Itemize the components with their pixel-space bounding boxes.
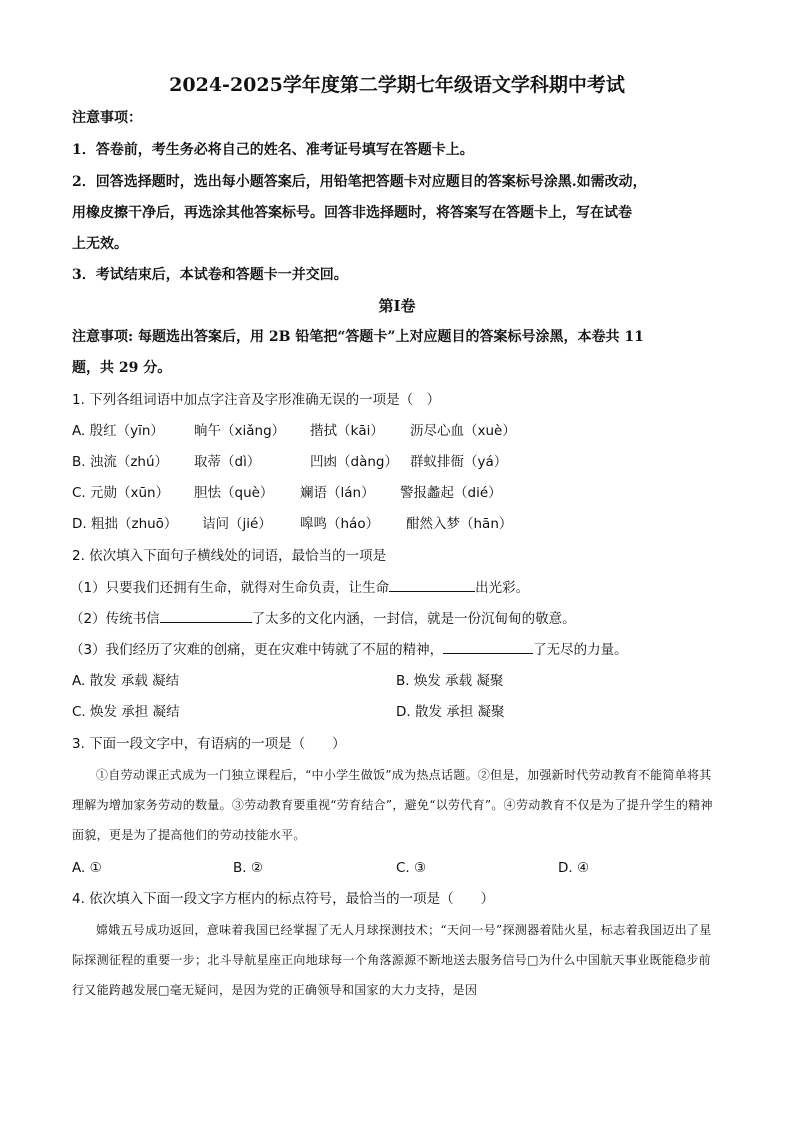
q2-s1-pre: （1）只要我们还拥有生命，就得对生命负责，让生命 — [70, 580, 390, 596]
q1-d-word-1: D. 粗拙（zhuō） — [72, 516, 178, 532]
q1-option-b — [72, 452, 507, 472]
q3-option-b: B. ② — [233, 860, 263, 876]
q1-b-word-4: 群蚁排衙（yá） — [410, 454, 508, 470]
exam-title: 2024-2025学年度第二学期七年级语文学科期中考试 — [169, 74, 625, 96]
q1-c-word-4: 警报蠡起（dié） — [400, 485, 502, 501]
q1-d-word-3: 嗥鸣（háo） — [300, 516, 380, 532]
q1-c-word-2: 胆怯（què） — [194, 485, 274, 501]
section-notice-line-1: 注意事项: 每题选出答案后，用 2B 铅笔把“答题卡”上对应题目的答案标号涂黑，本卷共 11 — [72, 329, 644, 345]
q2-option-a: A. 散发 承载 凝结 — [72, 673, 180, 689]
notice-item-1: 1．答卷前，考生务必将自己的姓名、准考证号填写在答题卡上。 — [72, 142, 474, 158]
notice-item-2-line-2: 用橡皮擦干净后，再选涂其他答案标号。回答非选择题时，将答案写在答题卡上，写在试卷 — [72, 205, 632, 221]
q2-sentence-3 — [70, 639, 628, 660]
q1-b-word-3: 凹凼（dàng） — [310, 454, 398, 470]
section-notice-line-2: 题，共 29 分。 — [72, 360, 172, 376]
section-title: 第Ⅰ卷 — [378, 297, 416, 315]
q1-b-word-2: 取蒂（dì） — [194, 454, 261, 470]
notice-item-2-line-3: 上无效。 — [72, 236, 128, 252]
q1-c-word-3: 斓语（lán） — [300, 485, 375, 501]
q1-stem: 1. 下列各组词语中加点字注音及字形准确无误的一项是（ ） — [72, 392, 441, 408]
q2-sentence-1 — [70, 577, 529, 598]
q2-sentence-2 — [70, 608, 576, 629]
q1-d-word-2: 诘问（jié） — [202, 516, 272, 532]
notice-item-3: 3．考试结束后，本试卷和答题卡一并交回。 — [72, 267, 348, 283]
q1-option-a — [72, 421, 516, 441]
q1-option-d — [72, 514, 512, 534]
q1-a-word-3: 揩拭（kāi） — [310, 423, 384, 439]
q3-passage: ①自劳动课正式成为一门独立课程后，“中小学生做饭”成为热点话题。②但是，加强新时代劳动教育不能简单将其理解为增加家务劳动的数量。③劳动教育要重视“劳育结合”，避免“以劳代育”。④劳动教育不仅是为了提升学生的精神面貌，更是为了提高他们的劳动技能水平。 — [72, 768, 713, 842]
q2-s3-pre: （3）我们经历了灾难的创痛，更在灾难中铸就了不屈的精神， — [70, 642, 444, 658]
q1-b-word-1: B. 浊流（zhú） — [72, 454, 169, 470]
q2-s1-post: 出光彩。 — [475, 580, 530, 596]
q1-a-word-4: 沥尽心血（xuè） — [410, 423, 516, 439]
notice-heading: 注意事项： — [72, 110, 142, 126]
q1-c-word-1: C. 元勋（xūn） — [72, 485, 170, 501]
q4-stem: 4. 依次填入下面一段文字方框内的标点符号，最恰当的一项是（ ） — [72, 891, 495, 907]
q2-s2-blank — [160, 608, 252, 623]
q1-d-word-4: 酣然入梦（hān） — [406, 516, 513, 532]
q1-option-c — [72, 483, 502, 503]
q2-s3-blank — [443, 639, 533, 654]
q2-option-c: C. 焕发 承担 凝结 — [72, 704, 180, 720]
q3-option-c: C. ③ — [396, 860, 427, 876]
q3-stem: 3. 下面一段文字中，有语病的一项是（ ） — [72, 736, 346, 752]
notice-item-2-line-1: 2．回答选择题时，选出每小题答案后，用铅笔把答题卡对应题目的答案标号涂黑.如需改动， — [72, 174, 647, 190]
q2-s3-post: 了无尽的力量。 — [533, 642, 628, 658]
q4-passage: 嫦娥五号成功返回，意味着我国已经掌握了无人月球探测技术；“天问一号”探测器着陆火星，标志着我国迈出了星际探测征程的重要一步；北斗导航星座正向地球每一个角落源源不断地送去服务信号□为什么中国航天事业既能稳步前行又能跨越发展□毫无疑问，是因为党的正确领导和国家的大力支持，是因 — [72, 923, 712, 997]
q2-option-b: B. 焕发 承载 凝聚 — [396, 673, 504, 689]
q2-option-d: D. 散发 承担 凝聚 — [396, 704, 505, 720]
q3-option-a: A. ① — [72, 860, 102, 876]
q2-s1-blank — [389, 577, 475, 592]
q2-stem: 2. 依次填入下面句子横线处的词语，最恰当的一项是 — [72, 548, 387, 564]
q2-s2-pre: （2）传统书信 — [70, 611, 160, 627]
q1-a-word-2: 晌午（xiǎng） — [194, 423, 286, 439]
q1-a-word-1: A. 殷红（yīn） — [72, 423, 164, 439]
q2-s2-post: 了太多的文化内涵，一封信，就是一份沉甸甸的敬意。 — [251, 611, 576, 627]
q3-option-d: D. ④ — [558, 860, 590, 876]
